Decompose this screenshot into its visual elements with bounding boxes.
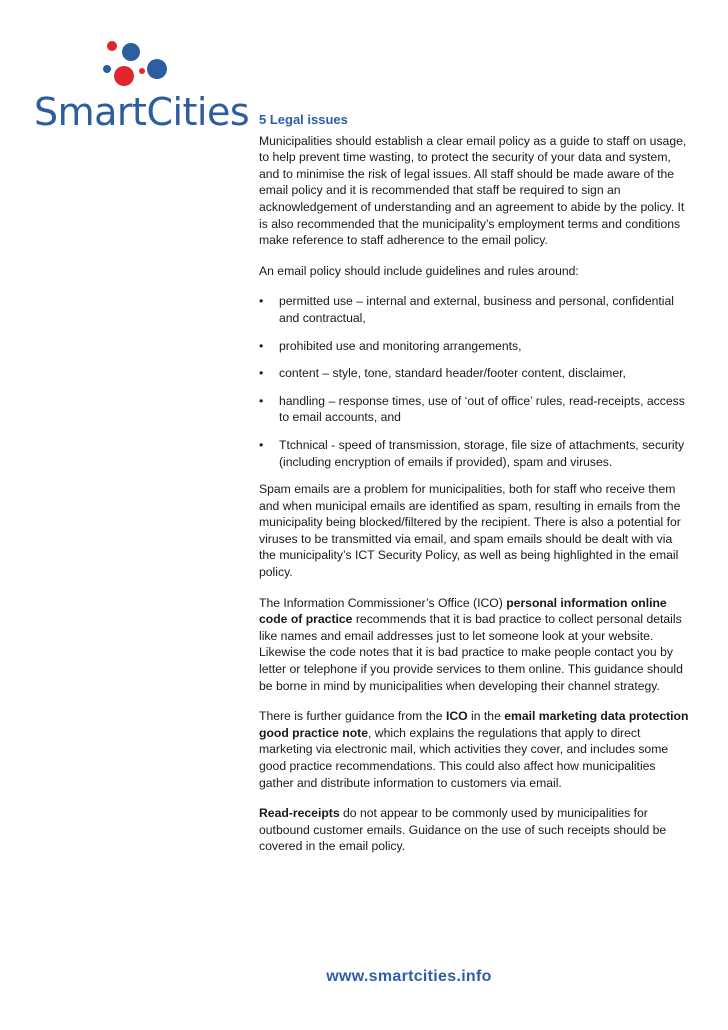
- list-item: [259, 293, 691, 326]
- ico-paragraph-pre: The Information Commissioner’s Office (ICO): [259, 595, 507, 610]
- receipts-paragraph-post: do not appear to be commonly used by municipalities for outbound customer emails. Guidance on the use of such receipts should be covered in the email policy.: [259, 806, 667, 854]
- ico-paragraph: [259, 595, 691, 695]
- logo-wordmark: SmartCities: [34, 90, 250, 134]
- bullet-icon: •: [259, 437, 264, 452]
- read-receipts-term: Read-receipts: [259, 806, 340, 821]
- list-item: [259, 437, 691, 470]
- guidance-practice-note: email marketing data protection good practice note: [259, 709, 689, 740]
- bullet-icon: •: [259, 393, 264, 408]
- section-heading: 5 Legal issues: [259, 112, 348, 127]
- footer-url: www.smartcities.info: [326, 968, 492, 985]
- smartcities-logo: [30, 38, 250, 138]
- ico-paragraph-post: recommends that it is bad practice to collect personal details like names and email addresses just to let someone look at your website. Likewise the code notes that it is bad practice to make people contact you by letter or telephone if you provide services to them online. This guidance should be borne in mind by municipalities when developing their channel strategy.: [259, 612, 683, 693]
- intro-paragraph: Municipalities should establish a clear email policy as a guide to staff on usage, to help prevent time wasting, to protect the security of your data and system, and to minimise the risk of legal issues. All staff should be made aware of the email policy and it is recommended that staff be required to sign an acknowledgement of understanding and an agreement to abide by the policy. It is also recommended that the municipality’s employment terms and conditions make reference to staff adherence to the email policy.: [259, 133, 687, 248]
- bullet-icon: •: [259, 294, 264, 309]
- logo-dots-icon: [30, 38, 240, 98]
- bullet-icon: •: [259, 366, 264, 381]
- list-item: [259, 393, 691, 426]
- guidance-ico: ICO: [445, 709, 468, 724]
- list-item-text: content – style, tone, standard header/footer content, disclaimer,: [279, 366, 626, 381]
- guidance-paragraph-post: , which explains the regulations that apply to direct marketing via electronic mail, which activities they cover, and includes some good practice recommendations. This could also affect how municipalities gather and distribute information to customers via email.: [259, 725, 669, 790]
- guidance-paragraph-pre: There is further guidance from the: [259, 709, 446, 724]
- bullet-icon: •: [259, 338, 264, 353]
- list-item-text: prohibited use and monitoring arrangements,: [279, 338, 522, 353]
- guidance-paragraph-mid: in the: [467, 709, 505, 724]
- list-intro: An email policy should include guidelines and rules around:: [259, 263, 579, 278]
- list-item: [259, 365, 691, 382]
- list-item-text: Ttchnical - speed of transmission, storage, file size of attachments, security (including encryption of emails if provided), spam and viruses.: [279, 437, 685, 469]
- main-content: [259, 112, 691, 869]
- list-item-text: handling – response times, use of ‘out of office’ rules, read-receipts, access to email accounts, and: [279, 393, 685, 425]
- policy-guidelines-list: [259, 293, 691, 470]
- spam-paragraph: Spam emails are a problem for municipalities, both for staff who receive them and when municipal emails are identified as spam, resulting in emails from the municipality being blocked/filtered by the recipient. There is also a potential for viruses to be transmitted via email, and spam emails should be dealt with via the municipality’s ICT Security Policy, as well as being highlighted in the email policy.: [259, 482, 681, 580]
- guidance-paragraph: [259, 708, 691, 791]
- list-item-text: permitted use – internal and external, business and personal, confidential and contractual,: [279, 294, 674, 325]
- list-item: [259, 338, 691, 355]
- receipts-paragraph: [259, 805, 691, 855]
- ico-code-of-practice: personal information online code of practice: [259, 595, 667, 627]
